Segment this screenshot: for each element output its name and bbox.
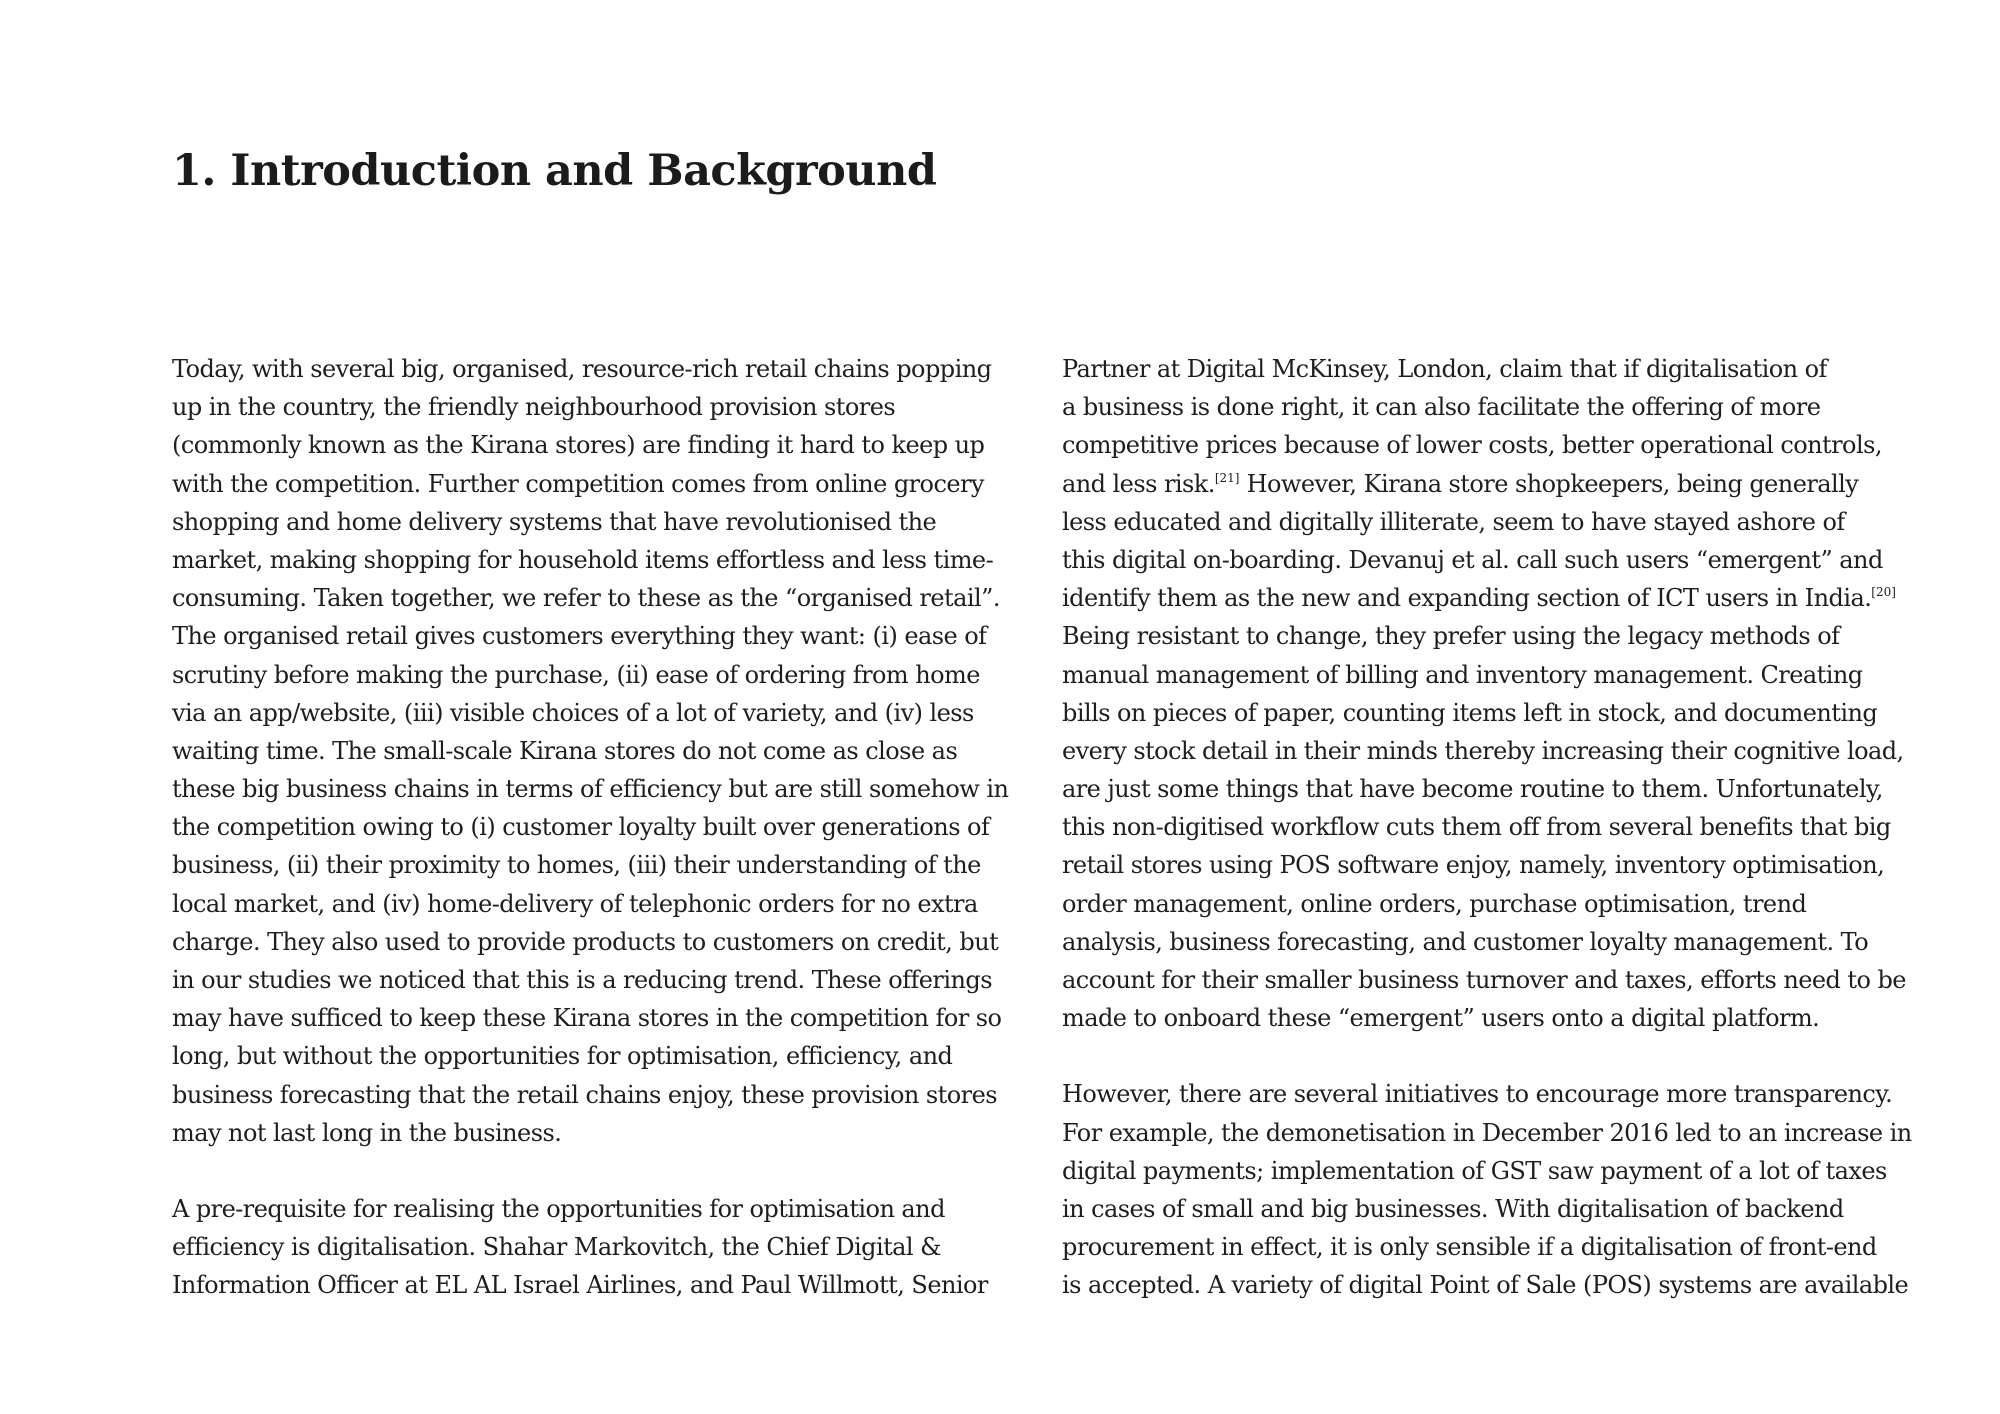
line-text: manual management of billing and inventory management. Creating [1062,660,1863,689]
line-text: is accepted. A variety of digital Point of Sale (POS) systems are available [1062,1271,1909,1300]
text-line [172,350,1022,388]
text-line [172,1076,1022,1114]
line-text: scrutiny before making the purchase, (ii) ease of ordering from home [172,660,980,689]
text-line [172,388,1022,426]
line-text: are just some things that have become routine to them. Unfortunately, [1062,775,1883,804]
line-text: local market, and (iv) home-delivery of telephonic orders for no extra [172,889,978,918]
line-text: this non-digitised workflow cuts them off from several benefits that big [1062,813,1891,842]
line-text: made to onboard these “emergent” users onto a digital platform. [1062,1004,1820,1033]
text-line [1062,1075,1912,1113]
line-text: competitive prices because of lower costs, better operational controls, [1062,431,1882,460]
line-text: market, making shopping for household items effortless and less time- [172,545,994,574]
text-line [1062,808,1912,846]
text-line [1062,503,1912,541]
right-column [1062,350,1912,1343]
text-line [172,999,1022,1037]
text-line [1062,1190,1912,1228]
line-text: order management, online orders, purchase optimisation, trend [1062,889,1807,918]
line-text-after-citation: However, Kirana store shopkeepers, being generally [1239,469,1859,498]
line-text: business forecasting that the retail chains enjoy, these provision stores [172,1080,998,1109]
line-text: charge. They also used to provide products to customers on credit, but [172,927,999,956]
text-line [1062,923,1912,961]
text-line [172,923,1022,961]
text-line [172,770,1022,808]
text-line [1062,388,1912,426]
line-text: less educated and digitally illiterate, seem to have stayed ashore of [1062,507,1845,536]
text-line [172,1114,1022,1152]
line-text: For example, the demonetisation in December 2016 led to an increase in [1062,1118,1912,1147]
line-text: account for their smaller business turnover and taxes, efforts need to be [1062,966,1906,994]
line-text: procurement in effect, it is only sensible if a digitalisation of front-end [1062,1233,1877,1262]
citation-reference: [20] [1871,585,1896,600]
line-text: business, (ii) their proximity to homes, (iii) their understanding of the [172,851,981,880]
text-line [1062,846,1912,884]
line-text: in our studies we noticed that this is a reducing trend. These offerings [172,966,992,994]
line-text: bills on pieces of paper, counting items left in stock, and documenting [1062,698,1878,727]
text-line [1062,961,1912,999]
text-line [1062,426,1912,464]
line-text: Partner at Digital McKinsey, London, claim that if digitalisation of [1062,355,1827,383]
text-line [172,1266,1022,1304]
line-text: these big business chains in terms of efficiency but are still somehow in [172,775,1009,804]
text-line [1062,1152,1912,1190]
line-text: in cases of small and big businesses. With digitalisation of backend [1062,1194,1844,1223]
line-text: waiting time. The small-scale Kirana stores do not come as close as [172,736,958,765]
text-line [172,579,1022,617]
line-text: consuming. Taken together, we refer to these as the “organised retail”. [172,584,1000,613]
text-line [1062,656,1912,694]
text-line [172,694,1022,732]
section-heading: 1. Introduction and Background [172,146,937,196]
text-line [1062,541,1912,579]
line-text: digital payments; implementation of GST saw payment of a lot of taxes [1062,1156,1887,1185]
text-line [172,465,1022,503]
line-text: this digital on-boarding. Devanuj et al. call such users “emergent” and [1062,545,1883,574]
text-line [1062,770,1912,808]
line-text: may not last long in the business. [172,1118,562,1147]
citation-reference: [21] [1214,470,1240,485]
text-line [1062,885,1912,923]
text-line [172,732,1022,770]
text-line [172,617,1022,655]
line-text: shopping and home delivery systems that have revolutionised the [172,507,937,536]
line-text: analysis, business forecasting, and customer loyalty management. To [1062,927,1869,956]
text-line [1062,579,1912,617]
paragraph-emergent-users [1062,350,1912,1037]
line-text: efficiency is digitalisation. Shahar Markovitch, the Chief Digital & [172,1233,941,1262]
line-text: The organised retail gives customers everything they want: (i) ease of [172,622,987,651]
text-line [172,885,1022,923]
text-line [172,846,1022,884]
line-text: identify them as the new and expanding section of ICT users in India. [1062,584,1872,613]
line-text: via an app/website, (iii) visible choices of a lot of variety, and (iv) less [172,698,974,727]
text-line [172,808,1022,846]
line-text: the competition owing to (i) customer loyalty built over generations of [172,813,990,842]
text-line [172,656,1022,694]
line-text: up in the country, the friendly neighbourhood provision stores [172,393,896,422]
text-line [1062,1228,1912,1266]
text-line [1062,465,1912,503]
line-text: long, but without the opportunities for optimisation, efficiency, and [172,1042,953,1071]
line-text: Being resistant to change, they prefer using the legacy methods of [1062,622,1840,651]
text-line [1062,617,1912,655]
paragraph-transparency-initiatives [1062,1075,1912,1304]
paragraph-kirana-competition [172,350,1022,1152]
line-text: a business is done right, it can also facilitate the offering of more [1062,393,1821,422]
text-line [172,541,1022,579]
text-line [1062,1266,1912,1304]
text-line [1062,694,1912,732]
text-line [172,961,1022,999]
paragraph-digitalisation-prerequisite [172,1190,1022,1305]
text-line [172,503,1022,541]
text-line [1062,999,1912,1037]
line-text: However, there are several initiatives to encourage more transparency. [1062,1080,1893,1109]
line-text: A pre-requisite for realising the opportunities for optimisation and [172,1194,945,1223]
line-text: (commonly known as the Kirana stores) are finding it hard to keep up [172,431,985,460]
left-column [172,350,1022,1343]
text-line [172,426,1022,464]
text-line [172,1037,1022,1075]
line-text: every stock detail in their minds thereby increasing their cognitive load, [1062,736,1904,765]
text-line [1062,350,1912,388]
line-text: and less risk. [1062,469,1215,498]
text-line [1062,732,1912,770]
line-text: Information Officer at EL AL Israel Airlines, and Paul Willmott, Senior [172,1271,988,1300]
line-text: with the competition. Further competition comes from online grocery [172,469,984,498]
line-text: Today, with several big, organised, resource-rich retail chains popping [172,355,992,383]
line-text: may have sufficed to keep these Kirana stores in the competition for so [172,1004,1002,1033]
text-line [172,1228,1022,1266]
line-text: retail stores using POS software enjoy, namely, inventory optimisation, [1062,851,1885,880]
text-line [1062,1114,1912,1152]
text-line [172,1190,1022,1228]
